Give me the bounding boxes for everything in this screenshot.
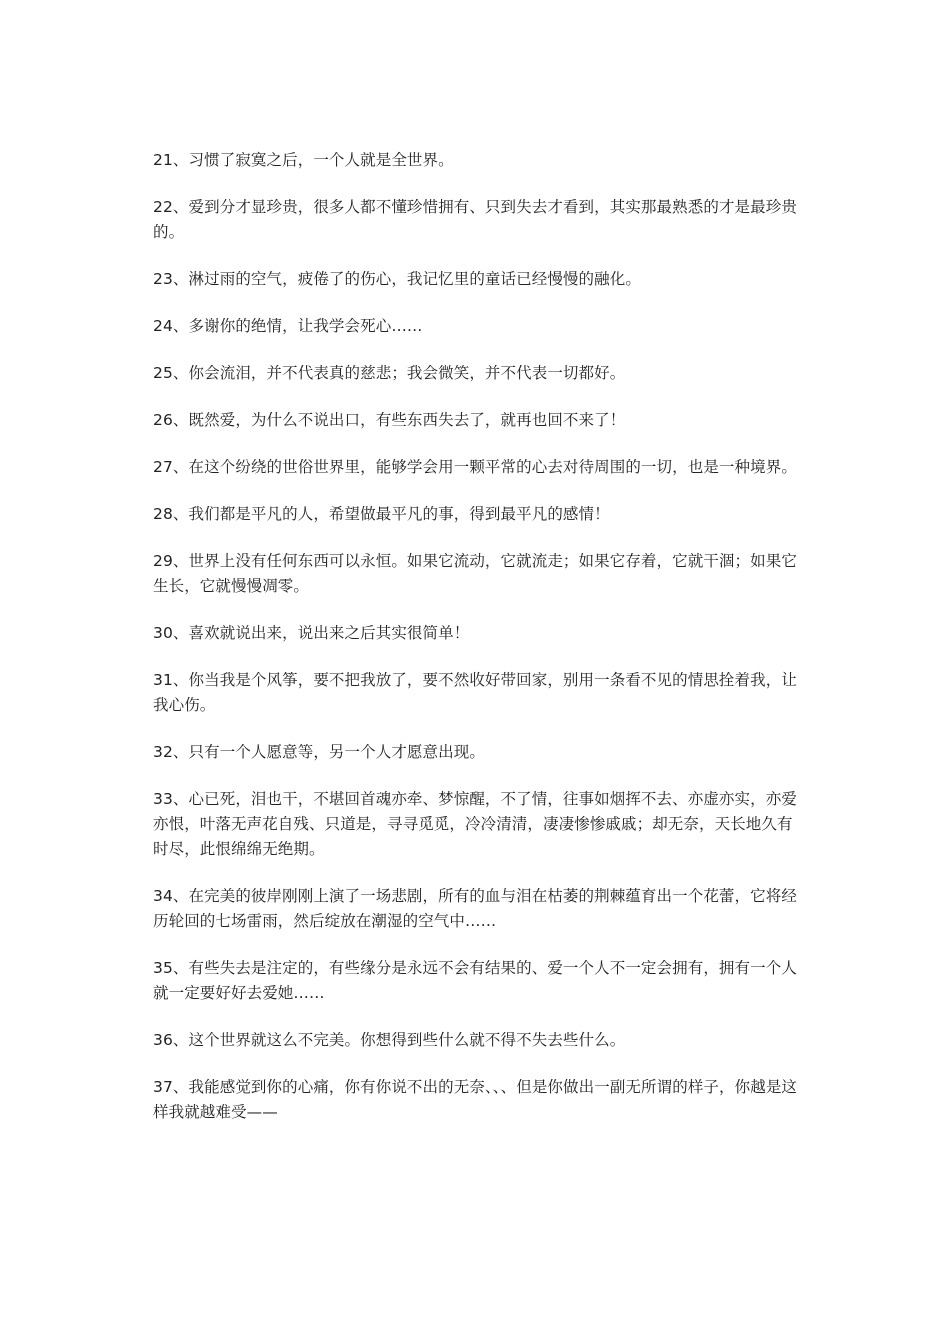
quote-24: 24、多谢你的绝情，让我学会死心…… xyxy=(153,317,423,335)
quote-36: 36、这个世界就这么不完美。你想得到些什么就不得不失去些什么。 xyxy=(153,1031,626,1049)
quote-30: 30、喜欢就说出来，说出来之后其实很简单！ xyxy=(153,624,470,642)
quote-23: 23、淋过雨的空气，疲倦了的伤心，我记忆里的童话已经慢慢的融化。 xyxy=(153,270,641,288)
quote-34: 34、在完美的彼岸刚刚上演了一场悲剧，所有的血与泪在枯萎的荆棘蕴育出一个花蕾，它将经历轮回的七场雷雨，然后绽放在潮湿的空气中…… xyxy=(153,887,797,930)
quote-33: 33、心已死，泪也干，不堪回首魂亦牵、梦惊醒，不了情，往事如烟挥不去、亦虚亦实，亦爱亦恨，叶落无声花自残、只道是，寻寻觅觅，冷冷清清，凄凄惨惨戚戚；却无奈，天长地久有时尽，此恨绵绵无绝期。 xyxy=(153,790,797,858)
quote-26: 26、既然爱，为什么不说出口，有些东西失去了，就再也回不来了！ xyxy=(153,411,626,429)
quote-28: 28、我们都是平凡的人，希望做最平凡的事，得到最平凡的感情！ xyxy=(153,505,610,523)
quote-37: 37、我能感觉到你的心痛，你有你说不出的无奈、、、但是你做出一副无所谓的样子，你越是这样我就越难受—— xyxy=(153,1078,798,1121)
quote-31: 31、你当我是个风筝，要不把我放了，要不然收好带回家，别用一条看不见的情思拴着我，让我心伤。 xyxy=(153,671,797,714)
quote-27: 27、在这个纷绕的世俗世界里，能够学会用一颗平常的心去对待周围的一切，也是一种境界。 xyxy=(153,458,797,476)
quote-25: 25、你会流泪，并不代表真的慈悲；我会微笑，并不代表一切都好。 xyxy=(153,364,626,382)
quote-list xyxy=(153,148,805,1147)
quote-21: 21、习惯了寂寞之后，一个人就是全世界。 xyxy=(153,151,454,169)
quote-35: 35、有些失去是注定的，有些缘分是永远不会有结果的、爱一个人不一定会拥有，拥有一个人就一定要好好去爱她…… xyxy=(153,959,797,1002)
quote-32: 32、只有一个人愿意等，另一个人才愿意出现。 xyxy=(153,743,485,761)
quote-22: 22、爱到分才显珍贵，很多人都不懂珍惜拥有、只到失去才看到，其实那最熟悉的才是最珍贵的。 xyxy=(153,198,797,241)
quote-29: 29、世界上没有任何东西可以永恒。如果它流动，它就流走；如果它存着，它就干涸；如果它生长，它就慢慢凋零。 xyxy=(153,552,797,595)
